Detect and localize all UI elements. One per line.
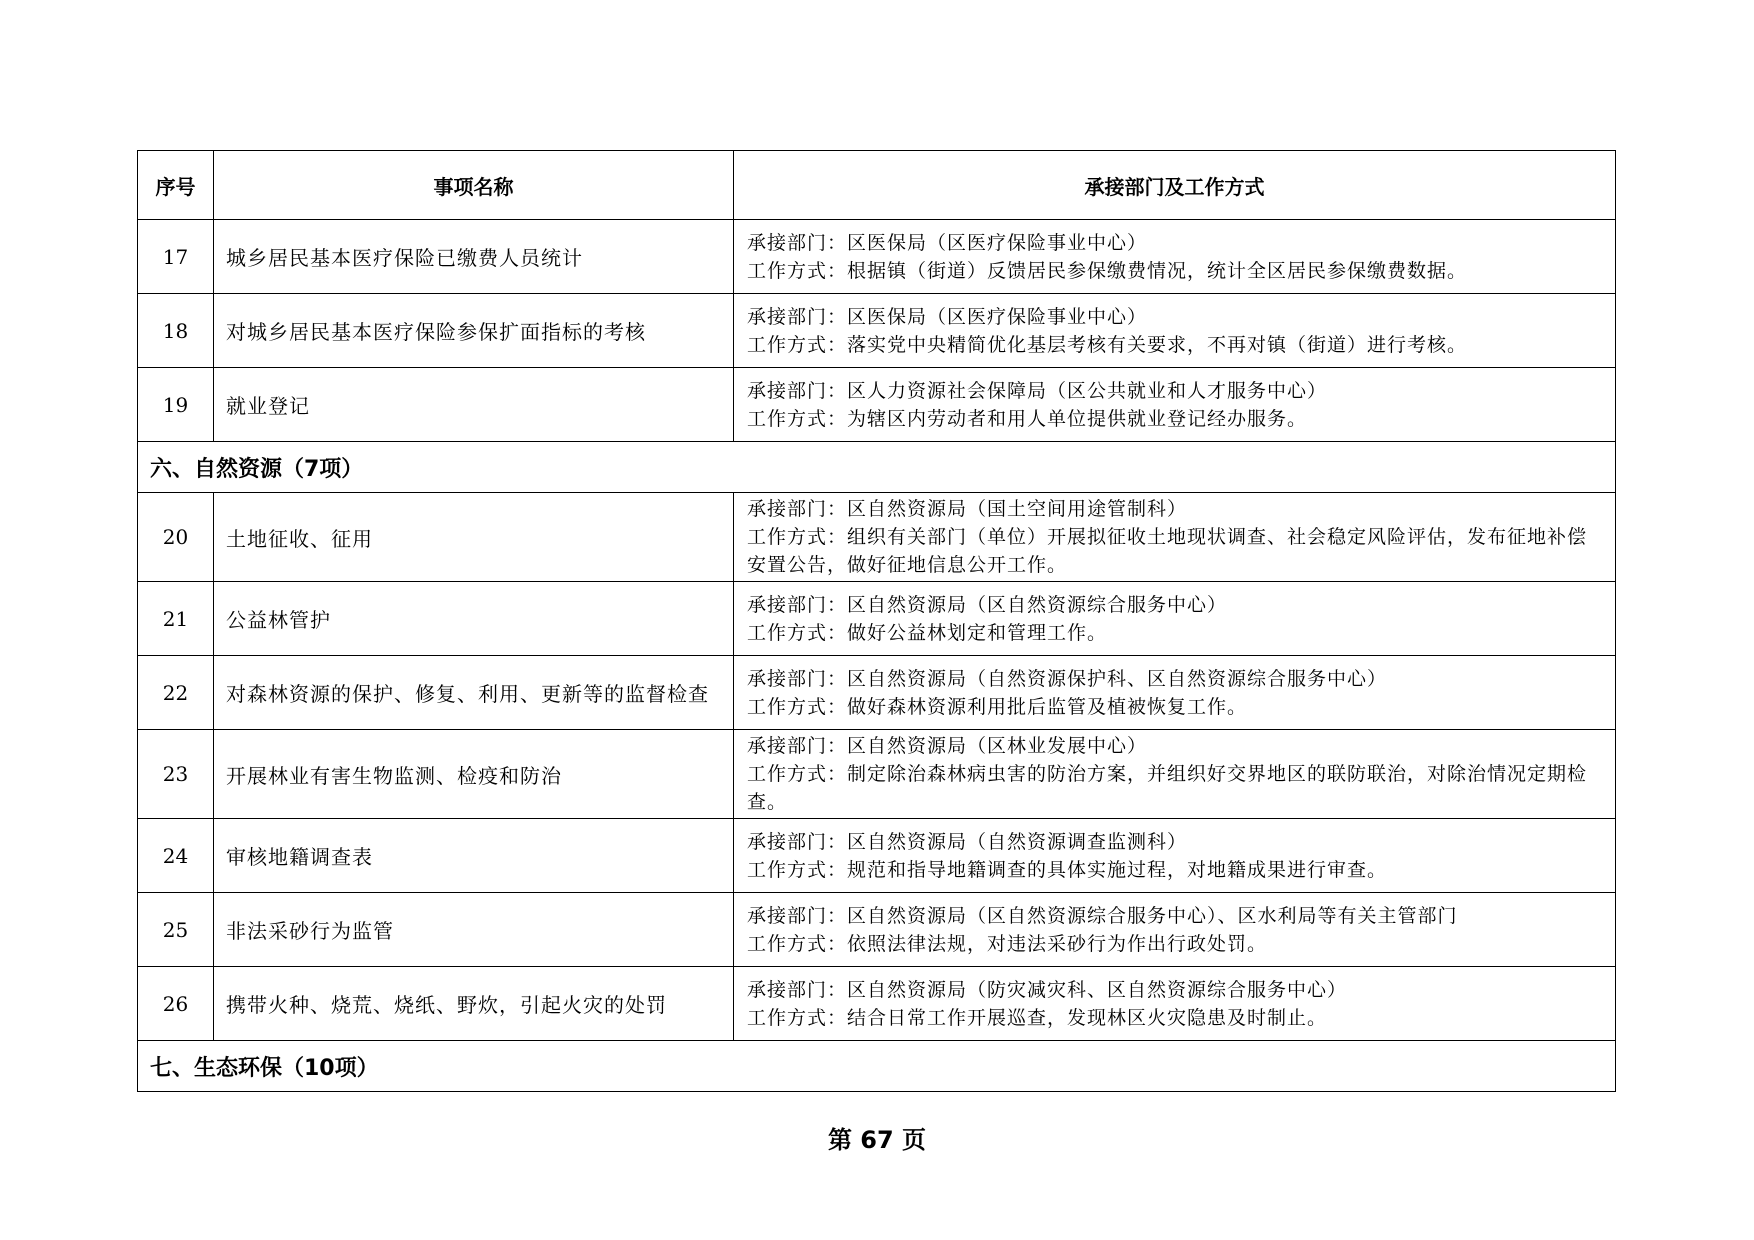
row-method: 工作方式：组织有关部门（单位）开展拟征收土地现状调查、社会稳定风险评估，发布征地补偿安置公告，做好征地信息公开工作。 bbox=[747, 526, 1588, 576]
row-no: 21 bbox=[138, 582, 214, 656]
table-row bbox=[138, 582, 1616, 656]
row-name: 审核地籍调查表 bbox=[214, 819, 734, 893]
row-dept: 承接部门：区医保局（区医疗保险事业中心） bbox=[747, 231, 1148, 254]
row-method: 工作方式：制定除治森林病虫害的防治方案，并组织好交界地区的联防联治，对除治情况定期检查。 bbox=[747, 763, 1588, 813]
row-dept-cell bbox=[734, 368, 1616, 442]
row-no: 25 bbox=[138, 893, 214, 967]
table-row bbox=[138, 730, 1616, 819]
table-row bbox=[138, 656, 1616, 730]
table-header-row bbox=[138, 151, 1616, 220]
row-dept: 承接部门：区自然资源局（防灾减灾科、区自然资源综合服务中心） bbox=[747, 978, 1348, 1001]
row-dept: 承接部门：区医保局（区医疗保险事业中心） bbox=[747, 305, 1148, 328]
table-row bbox=[138, 368, 1616, 442]
row-dept-cell bbox=[734, 582, 1616, 656]
row-method: 工作方式：落实党中央精简优化基层考核有关要求，不再对镇（街道）进行考核。 bbox=[747, 333, 1468, 356]
header-dept: 承接部门及工作方式 bbox=[734, 151, 1616, 220]
row-name: 非法采砂行为监管 bbox=[214, 893, 734, 967]
row-method: 工作方式：结合日常工作开展巡查，发现林区火灾隐患及时制止。 bbox=[747, 1006, 1328, 1029]
row-method: 工作方式：为辖区内劳动者和用人单位提供就业登记经办服务。 bbox=[747, 407, 1308, 430]
row-dept-cell bbox=[734, 893, 1616, 967]
row-name: 就业登记 bbox=[214, 368, 734, 442]
header-no: 序号 bbox=[138, 151, 214, 220]
row-dept-cell bbox=[734, 220, 1616, 294]
row-no: 23 bbox=[138, 730, 214, 819]
row-dept-cell bbox=[734, 493, 1616, 582]
row-no: 17 bbox=[138, 220, 214, 294]
row-method: 工作方式：依照法律法规，对违法采砂行为作出行政处罚。 bbox=[747, 932, 1268, 955]
row-dept: 承接部门：区人力资源社会保障局（区公共就业和人才服务中心） bbox=[747, 379, 1328, 402]
page-number: 第 67 页 bbox=[827, 1126, 927, 1154]
row-no: 24 bbox=[138, 819, 214, 893]
items-table bbox=[137, 150, 1616, 1092]
header-name: 事项名称 bbox=[214, 151, 734, 220]
row-dept-cell bbox=[734, 656, 1616, 730]
row-name: 公益林管护 bbox=[214, 582, 734, 656]
row-name: 土地征收、征用 bbox=[214, 493, 734, 582]
row-dept-cell bbox=[734, 967, 1616, 1041]
table-row bbox=[138, 493, 1616, 582]
section-header-row bbox=[138, 1041, 1616, 1092]
row-dept: 承接部门：区自然资源局（自然资源调查监测科） bbox=[747, 830, 1188, 853]
row-no: 19 bbox=[138, 368, 214, 442]
section-title: 七、生态环保（10项） bbox=[138, 1041, 1616, 1092]
row-method: 工作方式：根据镇（街道）反馈居民参保缴费情况，统计全区居民参保缴费数据。 bbox=[747, 259, 1468, 282]
row-name: 携带火种、烧荒、烧纸、野炊，引起火灾的处罚 bbox=[214, 967, 734, 1041]
row-method: 工作方式：做好森林资源利用批后监管及植被恢复工作。 bbox=[747, 695, 1248, 718]
row-dept: 承接部门：区自然资源局（区自然资源综合服务中心） bbox=[747, 593, 1228, 616]
table-row bbox=[138, 893, 1616, 967]
row-no: 20 bbox=[138, 493, 214, 582]
row-no: 22 bbox=[138, 656, 214, 730]
section-title: 六、自然资源（7项） bbox=[138, 442, 1616, 493]
table-row bbox=[138, 220, 1616, 294]
row-name: 对森林资源的保护、修复、利用、更新等的监督检查 bbox=[214, 656, 734, 730]
row-dept-cell bbox=[734, 819, 1616, 893]
row-no: 26 bbox=[138, 967, 214, 1041]
section-header-row bbox=[138, 442, 1616, 493]
row-dept: 承接部门：区自然资源局（国土空间用途管制科） bbox=[747, 498, 1188, 520]
row-method: 工作方式：规范和指导地籍调查的具体实施过程，对地籍成果进行审查。 bbox=[747, 858, 1388, 881]
row-name: 城乡居民基本医疗保险已缴费人员统计 bbox=[214, 220, 734, 294]
row-dept: 承接部门：区自然资源局（区林业发展中心） bbox=[747, 735, 1148, 757]
row-dept: 承接部门：区自然资源局（区自然资源综合服务中心）、区水利局等有关主管部门 bbox=[747, 904, 1458, 927]
row-name: 开展林业有害生物监测、检疫和防治 bbox=[214, 730, 734, 819]
row-no: 18 bbox=[138, 294, 214, 368]
row-method: 工作方式：做好公益林划定和管理工作。 bbox=[747, 621, 1108, 644]
row-dept-cell bbox=[734, 294, 1616, 368]
row-name: 对城乡居民基本医疗保险参保扩面指标的考核 bbox=[214, 294, 734, 368]
table-row bbox=[138, 967, 1616, 1041]
table-row bbox=[138, 819, 1616, 893]
table-row bbox=[138, 294, 1616, 368]
row-dept: 承接部门：区自然资源局（自然资源保护科、区自然资源综合服务中心） bbox=[747, 667, 1388, 690]
row-dept-cell bbox=[734, 730, 1616, 819]
